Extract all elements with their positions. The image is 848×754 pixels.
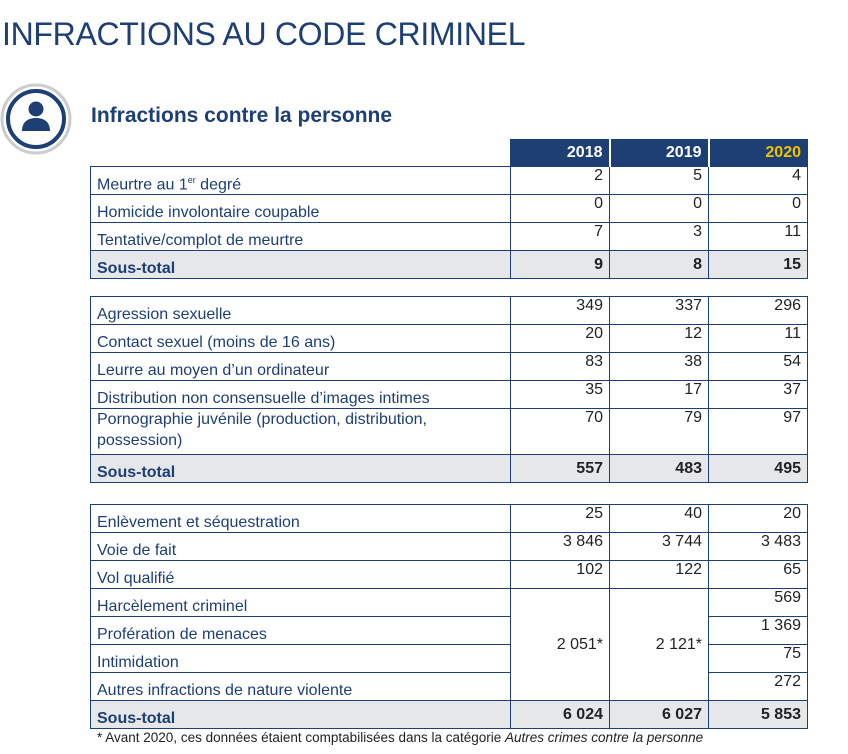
cell-value: 122 [610, 561, 709, 589]
row-label: Leurre au moyen d’un ordinateur [91, 353, 511, 381]
table-row [91, 353, 808, 381]
subtotal-value: 495 [709, 455, 808, 483]
row-label: Intimidation [91, 645, 511, 673]
cell-value: 3 744 [610, 533, 709, 561]
cell-value: 0 [511, 195, 610, 223]
cell-value: 296 [709, 297, 808, 325]
merged-value-2018: 2 051* [511, 589, 610, 701]
cell-value: 35 [511, 381, 610, 409]
cell-value: 102 [511, 561, 610, 589]
row-label: Autres infractions de nature violente [91, 673, 511, 701]
cell-value: 20 [709, 505, 808, 533]
row-label: Profération de menaces [91, 617, 511, 645]
row-label: Pornographie juvénile (production, distribution, possession) [91, 409, 511, 455]
section-title: Infractions contre la personne [91, 104, 393, 127]
cell-value: 75 [709, 645, 808, 673]
cell-value: 11 [709, 325, 808, 353]
table-group-sexual [90, 296, 808, 483]
cell-value: 40 [610, 505, 709, 533]
table-row [91, 195, 808, 223]
cell-value: 349 [511, 297, 610, 325]
subtotal-label: Sous-total [91, 701, 511, 729]
table-row [91, 409, 808, 455]
cell-value: 79 [610, 409, 709, 455]
cell-value: 20 [511, 325, 610, 353]
cell-value: 83 [511, 353, 610, 381]
cell-value: 7 [511, 223, 610, 251]
table-row [91, 533, 808, 561]
page-title: INFRACTIONS AU CODE CRIMINEL [2, 16, 526, 52]
table-row [91, 381, 808, 409]
table-group-violence [90, 504, 808, 729]
row-label: Tentative/complot de meurtre [91, 223, 511, 251]
subtotal-value: 557 [511, 455, 610, 483]
table-row [91, 297, 808, 325]
subtotal-label: Sous-total [91, 455, 511, 483]
table-row [91, 167, 808, 195]
subtotal-row [91, 251, 808, 279]
merged-value-2019: 2 121* [610, 589, 709, 701]
row-label: Enlèvement et séquestration [91, 505, 511, 533]
year-header-2018: 2018 [511, 140, 610, 167]
subtotal-value: 15 [709, 251, 808, 279]
cell-value: 12 [610, 325, 709, 353]
cell-value: 38 [610, 353, 709, 381]
cell-value: 272 [709, 673, 808, 701]
year-header-2020: 2020 [709, 140, 808, 167]
cell-value: 3 846 [511, 533, 610, 561]
cell-value: 0 [709, 195, 808, 223]
cell-value: 2 [511, 167, 610, 195]
cell-value: 337 [610, 297, 709, 325]
subtotal-row [91, 455, 808, 483]
subtotal-value: 8 [610, 251, 709, 279]
cell-value: 5 [610, 167, 709, 195]
cell-value: 569 [709, 589, 808, 617]
cell-value: 37 [709, 381, 808, 409]
cell-value: 1 369 [709, 617, 808, 645]
row-label: Distribution non consensuelle d’images intimes [91, 381, 511, 409]
cell-value: 4 [709, 167, 808, 195]
row-label: Harcèlement criminel [91, 589, 511, 617]
table-row [91, 223, 808, 251]
table-group-homicide [90, 139, 808, 279]
table-row [91, 589, 808, 617]
cell-value: 54 [709, 353, 808, 381]
cell-value: 17 [610, 381, 709, 409]
header-spacer [91, 140, 511, 167]
subtotal-value: 9 [511, 251, 610, 279]
cell-value: 65 [709, 561, 808, 589]
subtotal-value: 483 [610, 455, 709, 483]
cell-value: 25 [511, 505, 610, 533]
row-label: Voie de fait [91, 533, 511, 561]
cell-value: 3 [610, 223, 709, 251]
row-label: Meurtre au 1er degré [91, 167, 511, 195]
table-row [91, 325, 808, 353]
row-label: Contact sexuel (moins de 16 ans) [91, 325, 511, 353]
row-label: Agression sexuelle [91, 297, 511, 325]
subtotal-label: Sous-total [91, 251, 511, 279]
subtotal-value: 5 853 [709, 701, 808, 729]
subtotal-value: 6 024 [511, 701, 610, 729]
row-label: Vol qualifié [91, 561, 511, 589]
row-label: Homicide involontaire coupable [91, 195, 511, 223]
subtotal-value: 6 027 [610, 701, 709, 729]
cell-value: 97 [709, 409, 808, 455]
cell-value: 0 [610, 195, 709, 223]
year-header-row [91, 140, 808, 167]
cell-value: 70 [511, 409, 610, 455]
table-row [91, 561, 808, 589]
cell-value: 3 483 [709, 533, 808, 561]
subtotal-row [91, 701, 808, 729]
table-row [91, 505, 808, 533]
year-header-2019: 2019 [610, 140, 709, 167]
footnote: * Avant 2020, ces données étaient comptabilisées dans la catégorie Autres crimes contre la personne [97, 730, 704, 745]
cell-value: 11 [709, 223, 808, 251]
person-icon [0, 83, 72, 155]
